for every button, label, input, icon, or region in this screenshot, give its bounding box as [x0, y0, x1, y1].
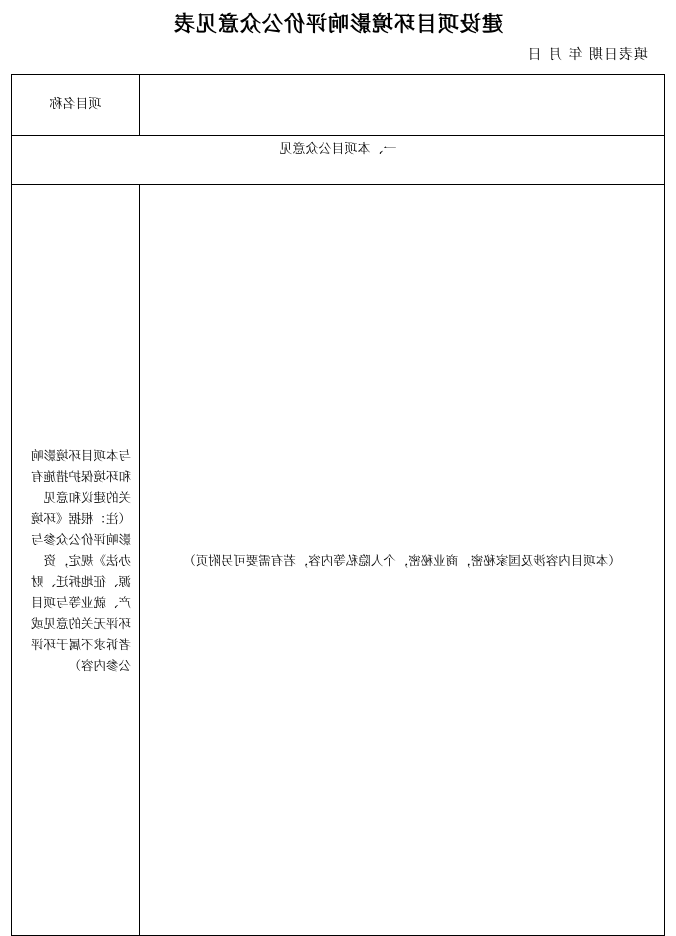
- table-row: [12, 136, 665, 185]
- table-row: [12, 75, 665, 136]
- public-opinion-answer-area[interactable]: [140, 185, 665, 936]
- page-title: 建设项目环境影响评价公众意见表: [173, 11, 503, 36]
- opinion-form-table: [11, 74, 665, 936]
- project-name-value[interactable]: [140, 75, 665, 136]
- fill-date-label: 填表日期 年 月 日: [526, 47, 648, 63]
- table-row: [12, 185, 665, 936]
- project-name-label: 项目名称: [12, 75, 140, 136]
- answer-note-text: （本项目内容涉及国家秘密，商业秘密，个人隐私等内容，若有需要可另附页）: [183, 552, 621, 568]
- section-one-title: 一、本项目公众意见: [12, 136, 665, 185]
- opinion-prompt-label: 与本项目环境影响和环境保护措施有关的建议和意见（注：根据《环境影响评价公众参与办法》规定，资源、征地拆迁、财产、就业等与项目环评无关的意见或者诉求不属于环评公参内容）: [12, 185, 140, 936]
